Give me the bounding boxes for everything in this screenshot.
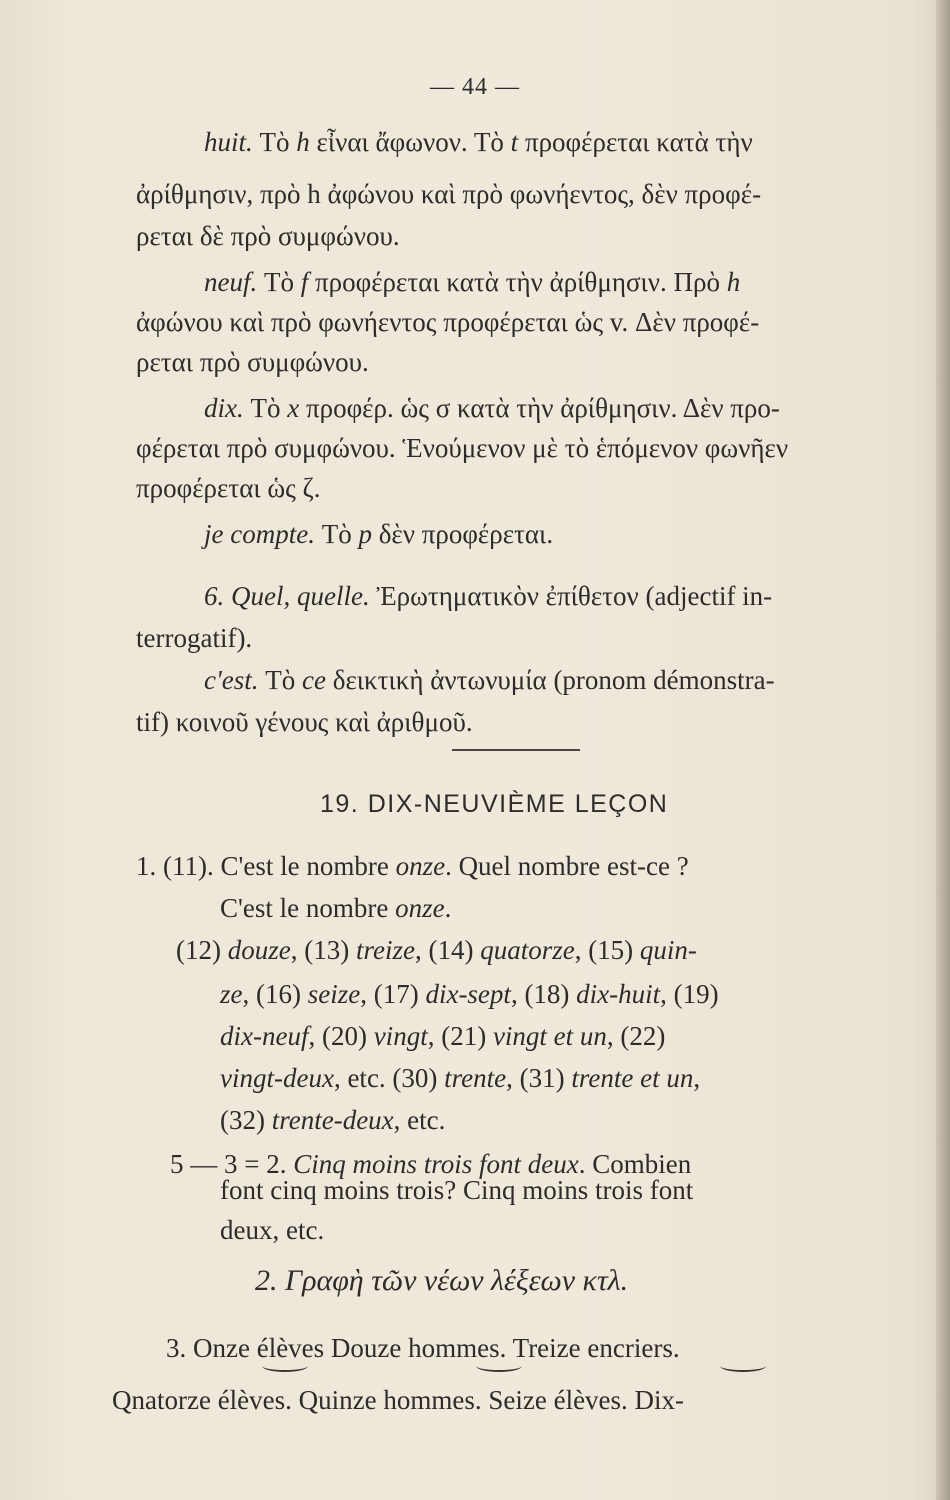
text-line: ρεται πρὸ συμφώνου.: [136, 347, 369, 377]
text-line: je compte. Τὸ p δὲν προφέρεται.: [204, 519, 554, 549]
lesson-line: font cinq moins trois? Cinq moins trois font: [220, 1175, 694, 1205]
lesson-heading: 19. DIX-NEUVIÈME LEÇON: [320, 790, 669, 818]
exercise-line: Qnatorze élèves. Quinze hommes. Seize élèves. Dix-: [112, 1385, 685, 1415]
lesson-line: vingt-deux, etc. (30) trente, (31) trente et un,: [220, 1063, 701, 1093]
liaison-mark: [720, 1360, 766, 1372]
lesson-line: deux, etc.: [220, 1215, 325, 1245]
liaison-mark: [476, 1360, 522, 1372]
page-edge: [936, 0, 950, 1500]
text-line: neuf. Τὸ f προφέρεται κατὰ τὴν ἀρίθμησιν. Πρὸ h: [204, 267, 741, 297]
text-line: ρεται δὲ πρὸ συμφώνου.: [136, 221, 400, 251]
text-line: ἀρίθμησιν, πρὸ h ἀφώνου καὶ πρὸ φωνήεντος, δὲν προφέ-: [136, 179, 762, 209]
lesson-line: ze, (16) seize, (17) dix-sept, (18) dix-huit, (19): [220, 979, 719, 1009]
page-number: — 44 —: [430, 74, 520, 100]
text-line: dix. Τὸ x προφέρ. ὡς σ κατὰ τὴν ἀρίθμησιν. Δὲν προ-: [204, 393, 780, 423]
section-subheading: 2. Γραφὴ τῶν νέων λέξεων κτλ.: [255, 1264, 629, 1297]
lesson-line: dix-neuf, (20) vingt, (21) vingt et un, (22): [220, 1021, 666, 1051]
section-divider: [452, 749, 580, 751]
text-line: φέρεται πρὸ συμφώνου. Ἑνούμενον μὲ τὸ ἑπόμενον φωνῆεν: [136, 433, 789, 463]
lesson-line: C'est le nombre onze.: [220, 893, 452, 923]
exercise-line: 3. Onze élèves Douze hommes. Treize encriers.: [166, 1333, 680, 1363]
lesson-line: 1. (11). C'est le nombre onze. Quel nombre est-ce ?: [136, 851, 689, 881]
text-line: terrogatif).: [136, 623, 253, 653]
text-line: c'est. Τὸ ce δεικτικὴ ἀντωνυμία (pronom démonstra-: [204, 665, 775, 695]
lesson-line: 5 — 3 = 2. Cinq moins trois font deux. Combien: [170, 1149, 692, 1179]
text-line: προφέρεται ὡς ζ.: [136, 473, 321, 503]
text-line: tif) κοινοῦ γένους καὶ ἀριθμοῦ.: [136, 707, 473, 737]
text-line: huit. Τὸ h εἶναι ἄφωνον. Τὸ t προφέρεται κατὰ τὴν: [204, 127, 753, 157]
lesson-line: (12) douze, (13) treize, (14) quatorze, (15) quin-: [176, 935, 697, 965]
text-line: ἀφώνου καὶ πρὸ φωνήεντος προφέρεται ὡς v. Δὲν προφέ-: [136, 307, 760, 337]
text-line: 6. Quel, quelle. Ἐρωτηματικὸν ἐπίθετον (adjectif in-: [204, 581, 773, 611]
liaison-mark: [262, 1360, 308, 1372]
lesson-line: (32) trente-deux, etc.: [220, 1105, 446, 1135]
